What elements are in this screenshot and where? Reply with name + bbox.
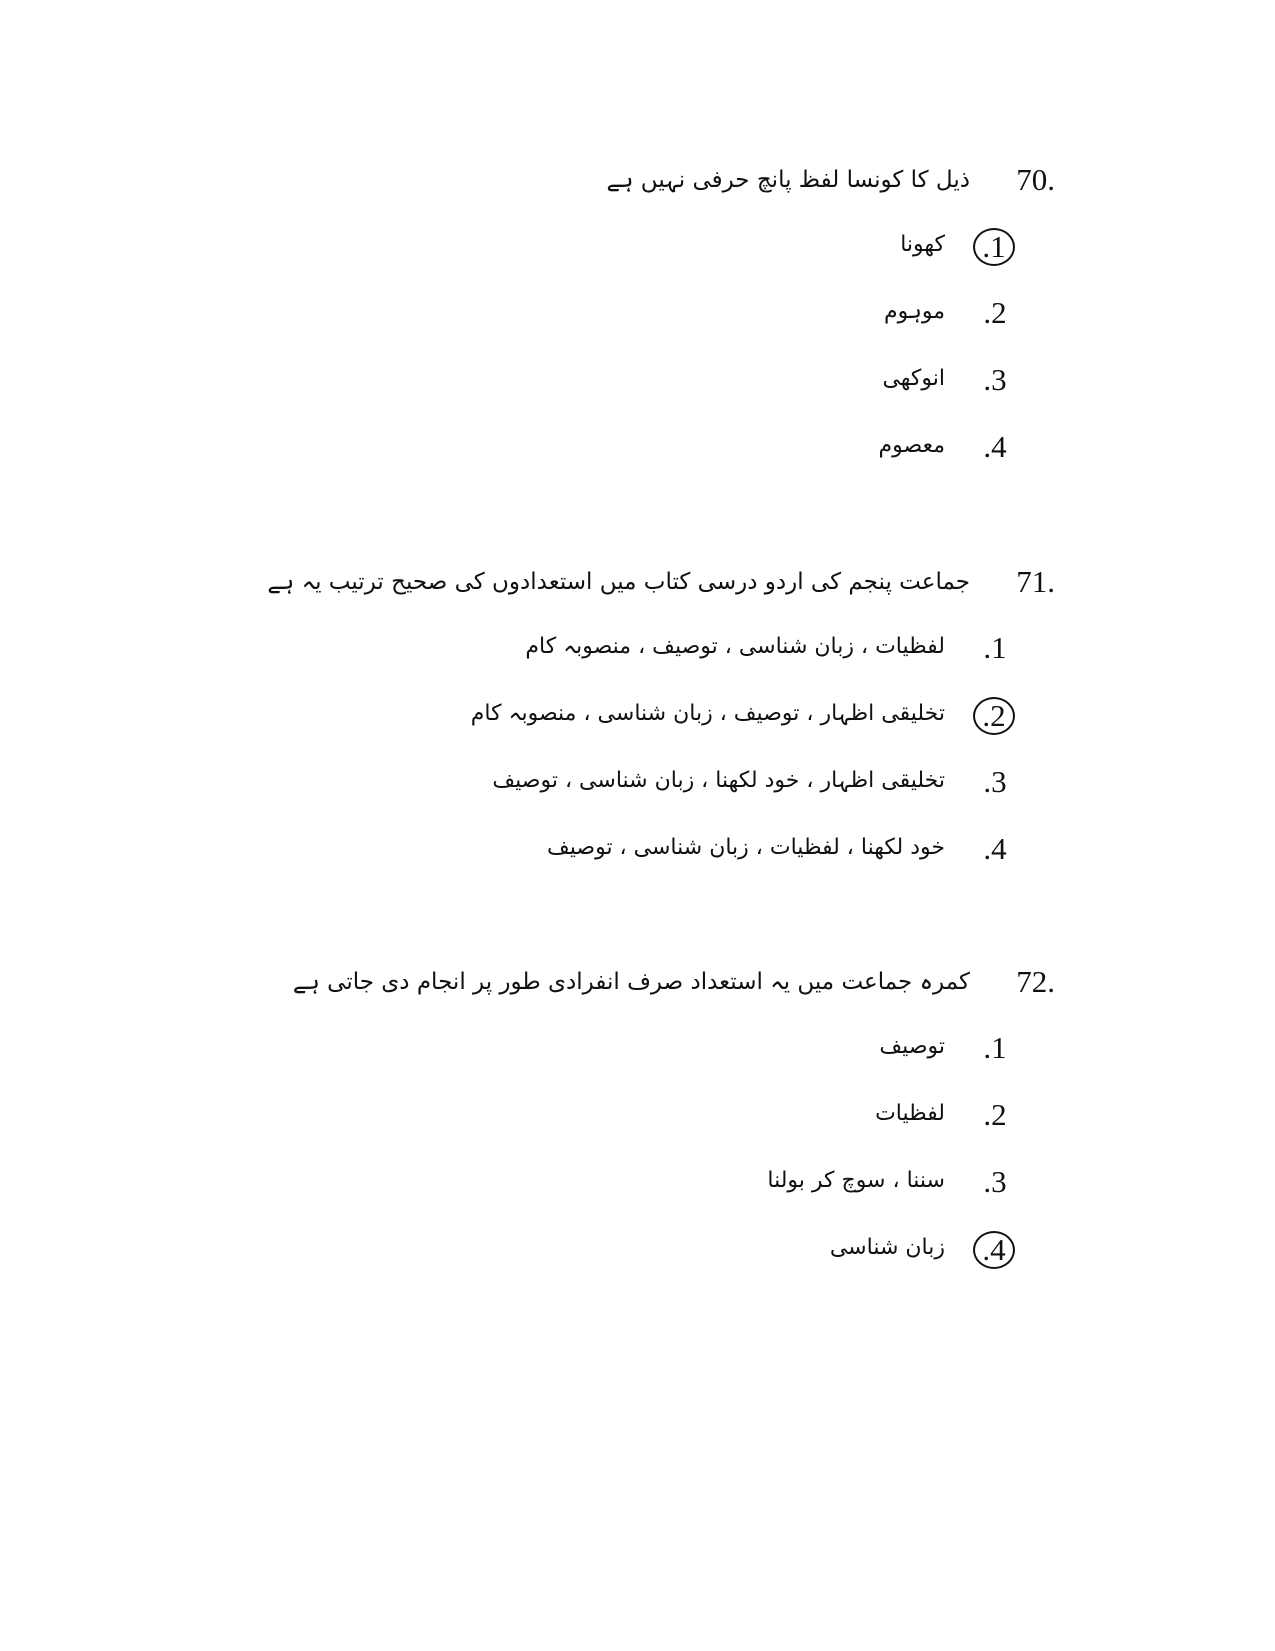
- option-3[interactable]: [355, 1163, 1055, 1230]
- question-number: 71.: [1016, 564, 1055, 599]
- option-text: زبان شناسی: [829, 1235, 945, 1260]
- question-number: 70.: [1016, 162, 1055, 197]
- selected-option-circle: .1: [973, 228, 1015, 266]
- question-70: [355, 160, 1055, 495]
- option-text: انوکھی: [882, 366, 945, 391]
- option-2[interactable]: [355, 1096, 1055, 1163]
- option-text: لفظیات ، زبان شناسی ، توصیف ، منصوبہ کام: [525, 634, 945, 659]
- selected-option-circle: .4: [973, 1231, 1015, 1269]
- option-number: .4: [983, 429, 1007, 464]
- option-number: .3: [983, 764, 1007, 799]
- option-number: .1: [983, 1030, 1007, 1065]
- option-2[interactable]: [355, 696, 1055, 763]
- option-text: سننا ، سوچ کر بولنا: [767, 1168, 945, 1193]
- question-stem: [292, 962, 1055, 1029]
- option-1[interactable]: [355, 227, 1055, 294]
- option-3[interactable]: [355, 763, 1055, 830]
- option-1[interactable]: [355, 629, 1055, 696]
- option-text: خود لکھنا ، لفظیات ، زبان شناسی ، توصیف: [546, 835, 945, 860]
- option-number: .3: [983, 362, 1007, 397]
- option-text: کھونا: [900, 232, 945, 257]
- question-text: ذیل کا کونسا لفظ پانچ حرفی نہیں ہے: [606, 167, 970, 193]
- option-number: .4: [983, 831, 1007, 866]
- option-text: توصیف: [879, 1034, 945, 1059]
- option-text: تخلیقی اظہار ، خود لکھنا ، زبان شناسی ، توصیف: [492, 768, 945, 793]
- option-number: .1: [983, 630, 1007, 665]
- option-2[interactable]: [355, 294, 1055, 361]
- question-stem: [355, 160, 1055, 227]
- question-stem: [267, 562, 1055, 629]
- option-4[interactable]: [355, 1230, 1055, 1297]
- option-text: موہوم: [883, 299, 945, 324]
- option-4[interactable]: [355, 428, 1055, 495]
- option-text: تخلیقی اظہار ، توصیف ، زبان شناسی ، منصوبہ کام: [470, 701, 945, 726]
- option-number: .2: [983, 1097, 1007, 1132]
- question-text: کمرہ جماعت میں یہ استعداد صرف انفرادی طور پر انجام دی جاتی ہے: [292, 969, 970, 995]
- option-number: .3: [983, 1164, 1007, 1199]
- question-text: جماعت پنجم کی اردو درسی کتاب میں استعدادوں کی صحیح ترتیب یہ ہے: [267, 569, 970, 595]
- option-4[interactable]: [355, 830, 1055, 897]
- question-72: [292, 962, 1055, 1297]
- option-3[interactable]: [355, 361, 1055, 428]
- question-71: [267, 562, 1055, 897]
- question-number: 72.: [1016, 964, 1055, 999]
- option-1[interactable]: [355, 1029, 1055, 1096]
- option-number: .2: [983, 295, 1007, 330]
- option-text: لفظیات: [875, 1101, 945, 1126]
- selected-option-circle: .2: [973, 697, 1015, 735]
- option-text: معصوم: [878, 433, 945, 458]
